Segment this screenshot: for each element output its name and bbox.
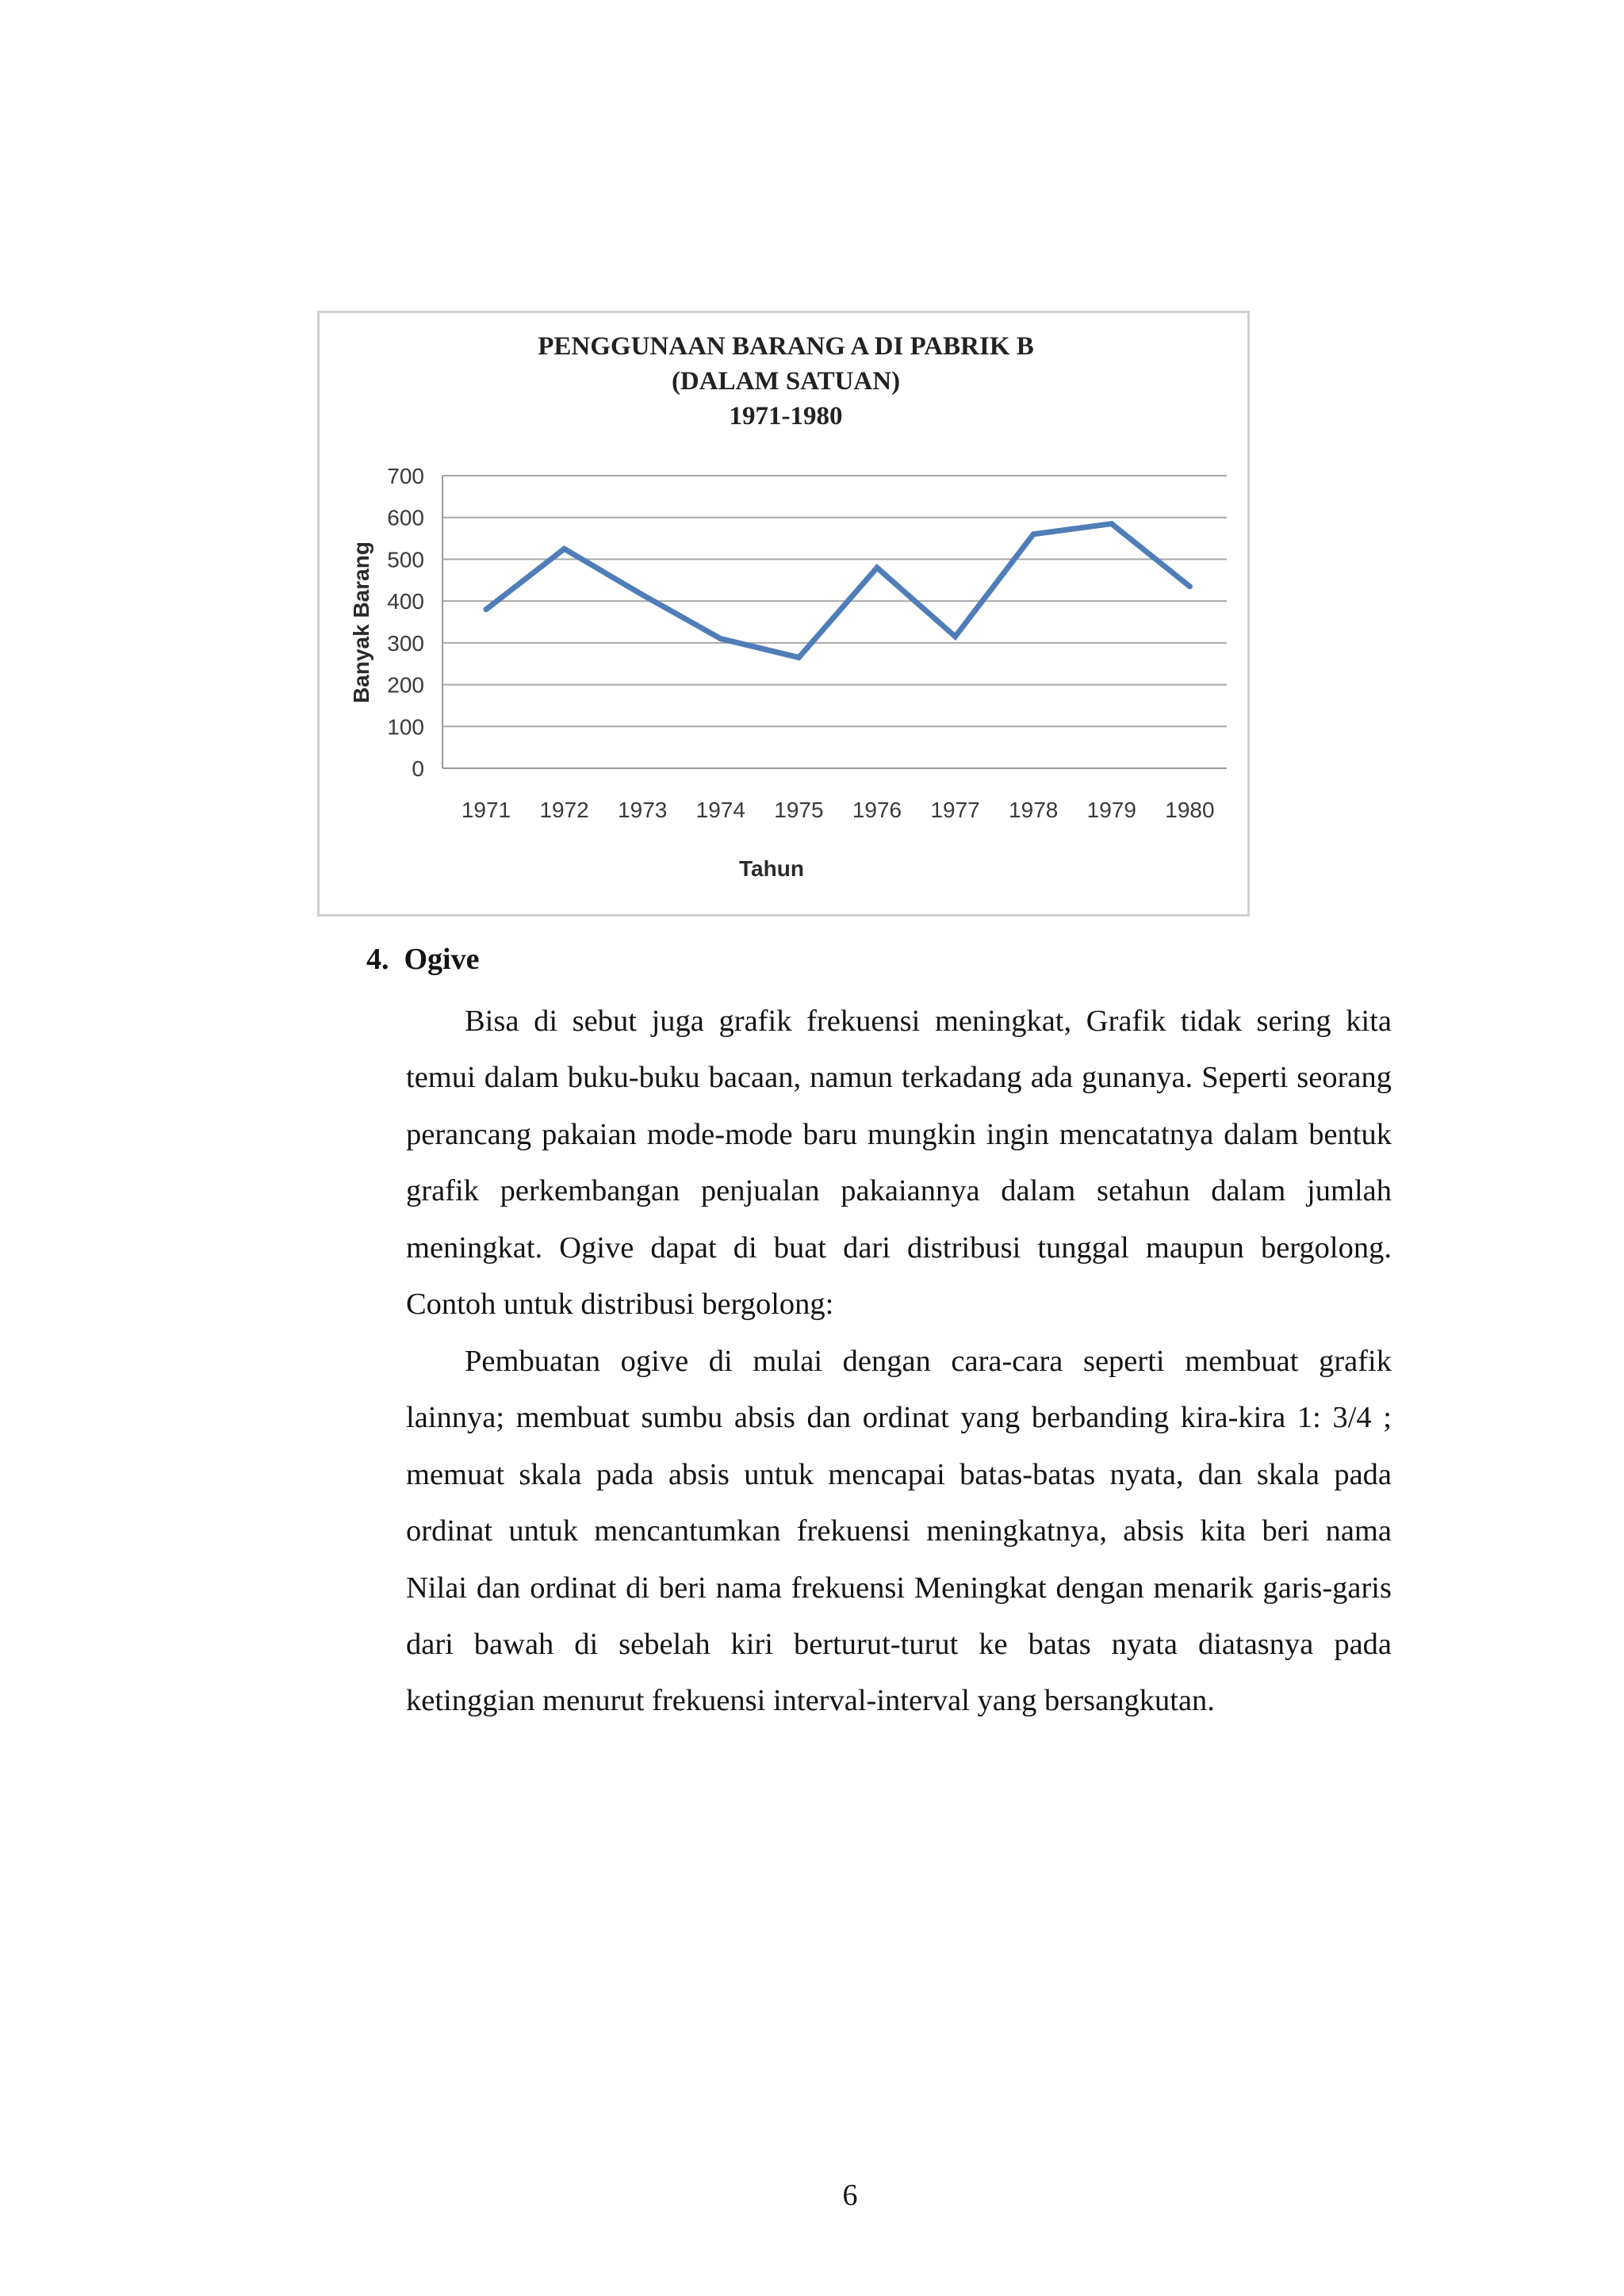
section-number: 4.	[366, 943, 389, 976]
x-tick-label-1975: 1975	[774, 798, 824, 822]
data-point-1973	[640, 592, 645, 598]
y-tick-label-600: 600	[387, 505, 424, 530]
chart-title-line-3: 1971-1980	[729, 402, 843, 430]
x-tick-label-1978: 1978	[1009, 798, 1059, 822]
data-point-1972	[561, 546, 567, 552]
data-point-1971	[484, 607, 489, 612]
y-tick-label-0: 0	[412, 756, 424, 781]
chart-title-line-2: (DALAM SATUAN)	[671, 367, 901, 396]
series-line	[486, 524, 1189, 658]
paragraph-ogive-construction: Pembuatan ogive di mulai dengan cara-cara seperti membuat grafik lainnya; membuat sumbu absis dan ordinat yang berbanding kira-kira 1: 3/4 ; memuat skala pada absis untuk mencapai batas-batas nyata, dan skala pada ordinat untuk mencantumkan frekuensi meningkatnya, absis kita beri nama Nilai dan ordinat di beri nama frekuensi Meningkat dengan menarik garis-garis dari bawah di sebelah kiri berturut-turut ke batas nyata diatasnya pada ketinggian menurut frekuensi interval-interval yang bersangkutan.	[406, 1345, 1392, 1718]
x-tick-label-1971: 1971	[461, 798, 511, 822]
x-tick-label-1977: 1977	[930, 798, 980, 822]
data-point-1977	[952, 633, 958, 639]
y-tick-label-300: 300	[387, 630, 424, 656]
x-tick-label-1980: 1980	[1165, 798, 1215, 822]
paragraph-ogive-definition: Bisa di sebut juga grafik frekuensi meningkat, Grafik tidak sering kita temui dalam buku-buku bacaan, namun terkadang ada gunanya. Seperti seorang perancang pakaian mode-mode baru mungkin ingin mencatatnya dalam bentuk grafik perkembangan penjualan pakaiannya dalam setahun dalam jumlah meningkat. Ogive dapat di buat dari distribusi tunggal maupun bergolong. Contoh untuk distribusi bergolong:	[406, 1004, 1392, 1322]
y-tick-label-500: 500	[387, 547, 424, 572]
data-point-1978	[1031, 531, 1036, 537]
chart-canvas	[320, 313, 1252, 919]
y-tick-label-100: 100	[387, 714, 424, 740]
page-number: 6	[842, 2179, 858, 2212]
data-point-1980	[1187, 584, 1193, 589]
x-tick-label-1974: 1974	[695, 798, 745, 822]
data-point-1974	[718, 636, 723, 641]
y-tick-label-400: 400	[387, 589, 424, 614]
chart-title-line-1: PENGGUNAAN BARANG A DI PABRIK B	[538, 332, 1034, 361]
y-tick-label-200: 200	[387, 672, 424, 698]
data-point-1976	[875, 564, 880, 570]
section-title: Ogive	[404, 943, 480, 976]
x-tick-label-1976: 1976	[852, 798, 902, 822]
x-tick-label-1973: 1973	[618, 798, 668, 822]
x-axis-title: Tahun	[739, 856, 804, 881]
data-point-1979	[1109, 521, 1114, 526]
x-tick-label-1979: 1979	[1086, 798, 1136, 822]
section-heading	[366, 942, 479, 977]
y-tick-label-700: 700	[387, 464, 424, 488]
y-axis-title: Banyak Barang	[349, 541, 373, 703]
line-chart	[317, 311, 1250, 916]
data-point-1975	[796, 655, 802, 660]
x-tick-label-1972: 1972	[539, 798, 589, 822]
